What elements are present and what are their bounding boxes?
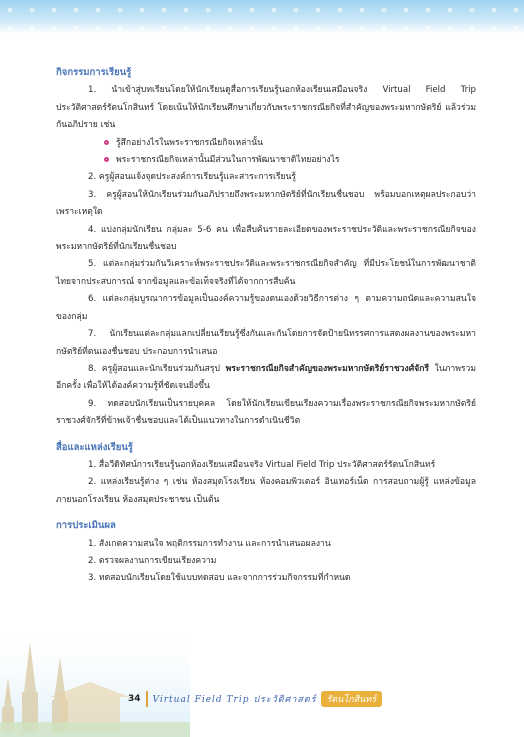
activity-step-9: 9. ทดสอบนักเรียนเป็นรายบุคคล โดยให้นักเรียนเขียนเรียงความเรื่องพระราชกรณียกิจพระมหากษัตริย์ราชวงศ์จักรีที่ข้าพเจ้าชื่นชอบและได้เป็นแนวทางในการดำเนินชีวิต	[56, 398, 476, 427]
bullet-text-1: รู้สึกอย่างไรในพระราชกรณียกิจเหล่านั้น	[116, 137, 263, 148]
footer-divider	[146, 691, 148, 707]
bullet-item	[116, 152, 476, 169]
bullet-item	[116, 135, 476, 152]
activity-step-7: 7. นักเรียนแต่ละกลุ่มแลกเปลี่ยนเรียนรู้ซึ่งกันและกันโดยการจัดป้ายนิทรรศการแสดงผลงานของพระมหากษัตริย์ที่ตนเองชื่นชอบ ประกอบการนำเสนอ	[56, 329, 476, 357]
footer-title: Virtual Field Trip ประวัติศาสตร์	[152, 695, 317, 705]
footer-brand: รัตนโกสินทร์	[321, 691, 383, 707]
step-8-start: 8. ครูผู้สอนและนักเรียนร่วมกันสรุป	[88, 363, 226, 374]
section-gap	[56, 431, 476, 439]
activity-step-3: 3. ครูผู้สอนให้นักเรียนร่วมกันอภิปรายถึงพระมหากษัตริย์ที่นักเรียนชื่นชอบ พร้อมบอกเหตุผลประกอบว่าเพราะเหตุใด	[56, 189, 476, 218]
activity-step-5: 5. แต่ละกลุ่มร่วมกันวิเคราะห์พระราชประวัติและพระราชกรณียกิจสำคัญ ที่มีประโยชน์ในการพัฒนาชาติไทยจากประสบการณ์ จากข้อมูลและข้อเท็จจริงที่ได้จากการสืบค้น	[56, 259, 476, 287]
bullet-circle-icon	[104, 157, 109, 162]
activity-step-4: 4. แบ่งกลุ่มนักเรียน กลุ่มละ 5-6 คน เพื่อสืบค้นรายละเอียดของพระราชประวัติและพระราชกรณียกิจของพระมหากษัตริย์ที่นักเรียนชื่นชอบ	[56, 224, 476, 253]
step-8-end: ในภาพรวมอีกครั้ง เพื่อให้ได้องค์ความรู้ที่ชัดเจนยิ่งขึ้น	[56, 363, 476, 392]
section-gap	[56, 509, 476, 517]
media-item-1: 1. สื่อวีดิทัศน์การเรียนรู้นอกห้องเรียนเสมือนจริง Virtual Field Trip ประวัติศาสตร์รัตนโกสินทร์	[88, 459, 436, 470]
activity-step-8	[56, 361, 476, 396]
page-number: 34	[128, 694, 141, 704]
bullet-circle-icon	[104, 140, 109, 145]
top-decorative-band	[0, 0, 524, 34]
band-pattern	[0, 0, 524, 34]
evaluation-item-2: 2. ตรวจผลงานการเขียนเรียงความ	[88, 555, 217, 566]
heading-media: สื่อและแหล่งเรียนรู้	[56, 441, 133, 453]
heading-evaluation: การประเมินผล	[56, 520, 116, 532]
heading-activities: กิจกรรมการเรียนรู้	[56, 67, 132, 78]
activity-step-1: 1. นำเข้าสู่บทเรียนโดยให้นักเรียนดูสื่อการเรียนรู้นอกห้องเรียนเสมือนจริง Virtual Field Trip ประวัติศาสตร์รัตนโกสินทร์ โดยเน้นให้นักเรียนศึกษาเกี่ยวกับพระราชกรณียกิจที่สำคัญของพระมหากษัตริย์ แล้วร่วมกันอภิปราย เช่น	[56, 85, 476, 131]
page-footer	[128, 688, 398, 710]
activity-step-6: 6. แต่ละกลุ่มบูรณาการข้อมูลเป็นองค์ความรู้ของตนเองด้วยวิธีการต่าง ๆ ตามความถนัดและความสนใจของกลุ่ม	[56, 294, 476, 322]
evaluation-item-1: 1. สังเกตความสนใจ พฤติกรรมการทำงาน และการนำเสนอผลงาน	[88, 538, 331, 549]
step-8-bold: พระราชกรณียกิจสำคัญของพระมหากษัตริย์ราชวงศ์จักรี	[225, 363, 430, 374]
bullet-text-2: พระราชกรณียกิจเหล่านั้นมีส่วนในการพัฒนาชาติไทยอย่างไร	[116, 155, 340, 166]
evaluation-item-3: 3. ทดสอบนักเรียนโดยใช้แบบทดสอบ และจากการร่วมกิจกรรมที่กำหนด	[88, 573, 351, 584]
media-item-2: 2. แหล่งเรียนรู้ต่าง ๆ เช่น ห้องสมุดโรงเรียน ห้องคอมพิวเตอร์ อินเทอร์เน็ต การสอบถามผู้รู้ แหล่งข้อมูลภายนอกโรงเรียน ห้องสมุดประชาชน เป็นต้น	[56, 477, 476, 505]
activity-step-2: 2. ครูผู้สอนแจ้งจุดประสงค์การเรียนรู้และสาระการเรียนรู้	[88, 172, 297, 183]
temple-illustration	[0, 622, 190, 737]
document-body	[56, 64, 476, 588]
